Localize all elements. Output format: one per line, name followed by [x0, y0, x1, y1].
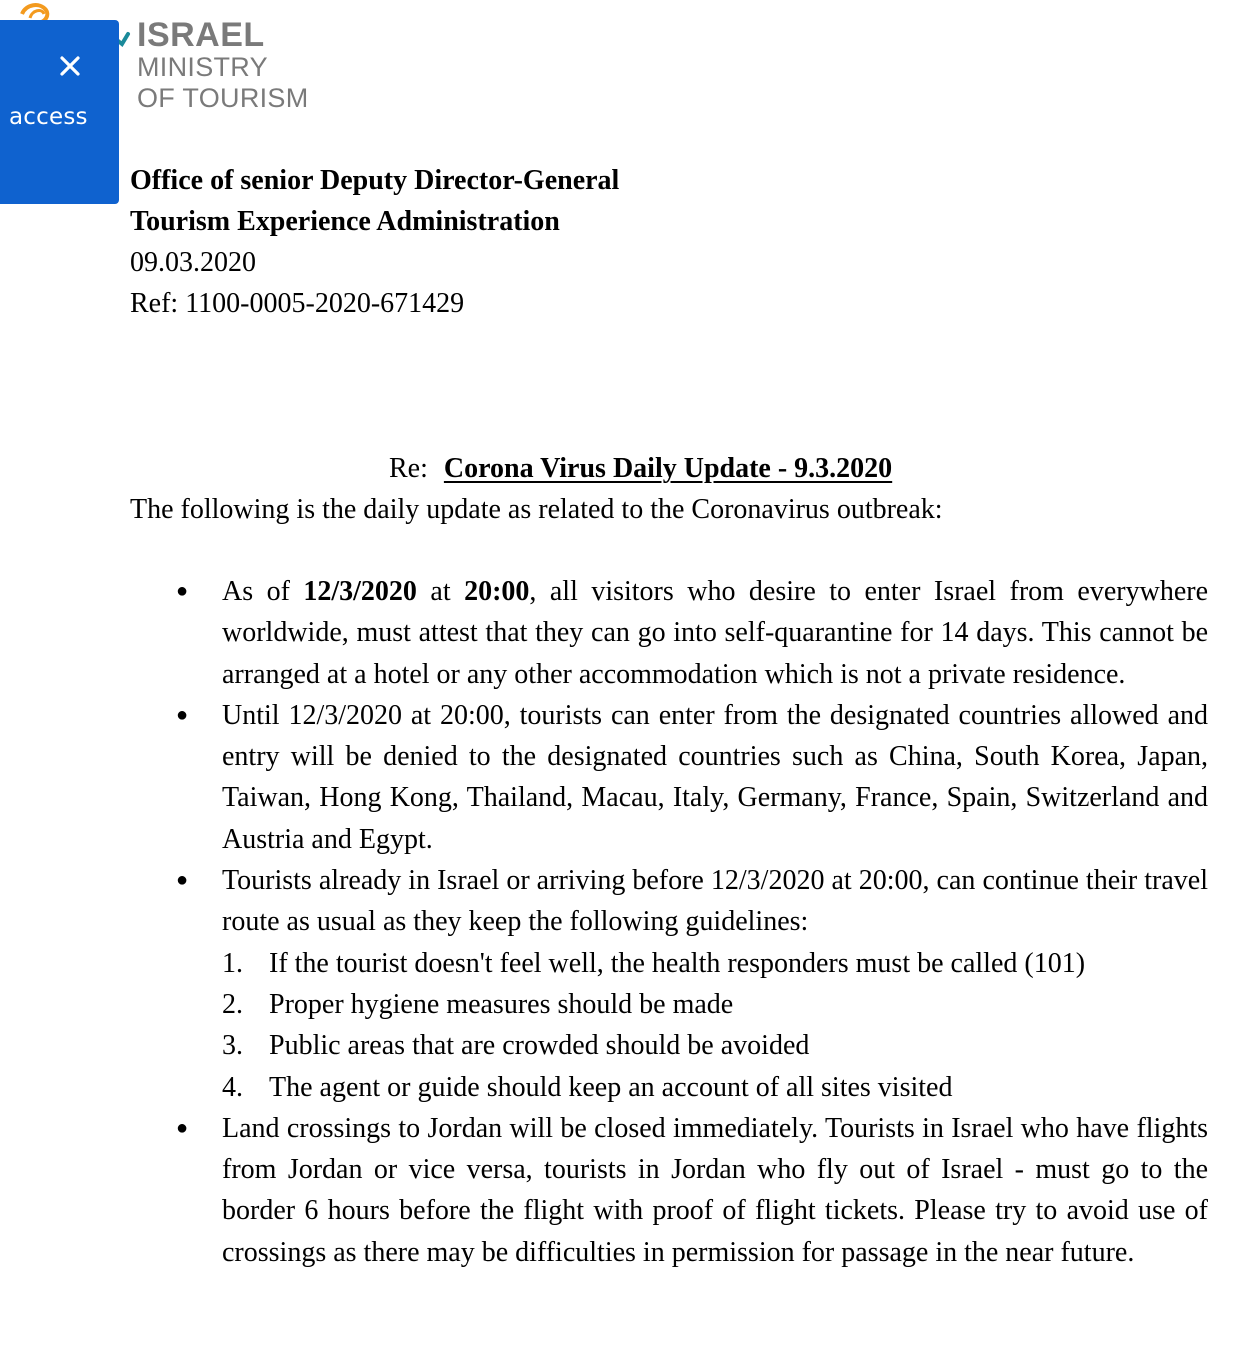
update-list	[176, 571, 1208, 1273]
accessibility-panel[interactable]	[0, 20, 119, 204]
guidelines-list	[222, 943, 1208, 1108]
reference-number: Ref: 1100-0005-2020-671429	[130, 288, 465, 319]
date-highlight: 12/3/2020	[303, 576, 417, 607]
office-title: Office of senior Deputy Director-General	[130, 165, 620, 196]
update-item: ● Tourists already in Israel or arriving before 12/3/2020 at 20:00, can continue their travel route as usual as they keep the following guidelines: 1. If the tourist doesn't feel well, the health responders must be called (101) 2. Proper hygiene measures should be made 3. Public areas that are crowded should be avoided 4. The agent or guide should keep an account of all sites visited	[222, 860, 1208, 1108]
guideline-item: 2. Proper hygiene measures should be made	[222, 988, 734, 1020]
intro-paragraph: The following is the daily update as related to the Coronavirus outbreak:	[130, 494, 943, 525]
close-icon[interactable]	[54, 50, 86, 82]
update-item: ● Until 12/3/2020 at 20:00, tourists can enter from the designated countries allowed and entry will be denied to the designated countries such as China, South Korea, Japan, Taiwan, Hong Kong, Thailand, Macau, Italy, Germany, France, Spain, Switzerland and Austria and Egypt.	[222, 695, 1208, 860]
guideline-item: 4. The agent or guide should keep an account of all sites visited	[222, 1071, 953, 1103]
bullet-icon: ●	[176, 580, 189, 602]
update-item: ● Land crossings to Jordan will be closed immediately. Tourists in Israel who have flights from Jordan or vice versa, tourists in Jordan who fly out of Israel - must go to the border 6 hours before the flight with proof of flight tickets. Please try to avoid use of crossings as there may be difficulties in permission for passage in the near future.	[222, 1108, 1208, 1273]
time-highlight: 20:00	[464, 576, 530, 607]
bullet-icon: ●	[176, 1116, 189, 1139]
ministry-logo	[137, 18, 309, 116]
subject-line	[389, 448, 892, 489]
accessibility-label[interactable]: access	[9, 104, 88, 130]
logo-line-tourism: OF TOURISM	[137, 83, 309, 113]
guideline-item: 3. Public areas that are crowded should be avoided	[222, 1030, 810, 1062]
logo-line-ministry: MINISTRY	[137, 52, 268, 82]
letter-date: 09.03.2020	[130, 247, 256, 278]
bullet-icon: ●	[176, 869, 189, 892]
subject-title: Corona Virus Daily Update - 9.3.2020	[443, 453, 893, 484]
letter-header	[130, 160, 619, 324]
guideline-item: 1. If the tourist doesn't feel well, the health responders must be called (101)	[222, 947, 1086, 979]
logo-line-israel: ISRAEL	[137, 16, 265, 54]
bullet-icon: ●	[176, 703, 189, 726]
subject-prefix: Re:	[389, 453, 428, 484]
administration-title: Tourism Experience Administration	[130, 206, 560, 237]
update-item: ● As of 12/3/2020 at 20:00, all visitors who desire to enter Israel from everywhere worldwide, must attest that they can go into self-quarantine for 14 days. This cannot be arranged at a hotel or any other accommodation which is not a private residence.	[222, 571, 1208, 695]
